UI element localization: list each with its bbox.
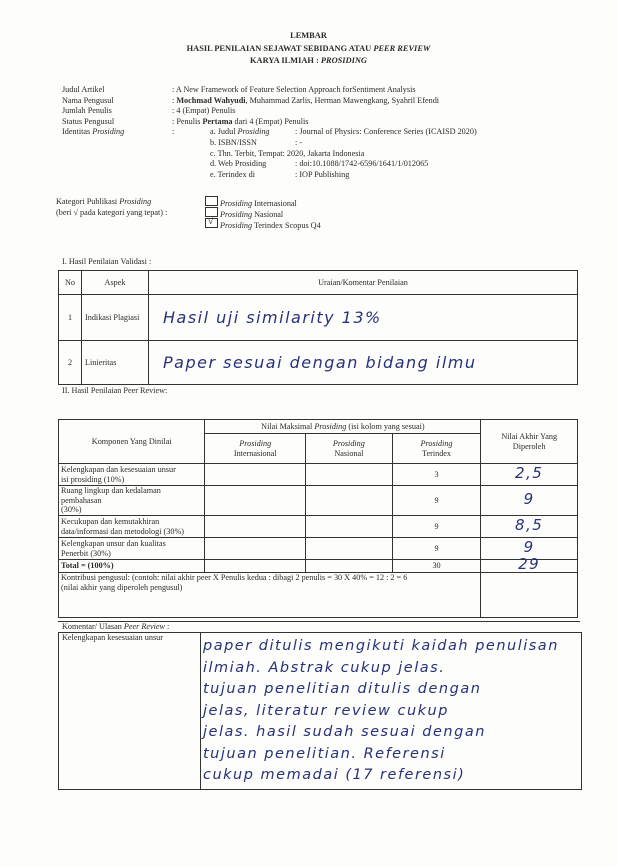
label-identitas bbox=[62, 127, 124, 138]
title-line2-text: HASIL PENILAIAN SEJAWAT SEBIDANG ATAU bbox=[186, 44, 374, 53]
review-line: tujuan penelitian. Referensi bbox=[203, 745, 446, 762]
table-row bbox=[59, 295, 578, 341]
handwritten-score: 9 bbox=[523, 489, 535, 508]
value-nama-bold: Mochmad Wahyudi bbox=[176, 95, 246, 105]
total-max: 30 bbox=[392, 560, 481, 573]
cell-internasional bbox=[205, 560, 306, 573]
cell-internasional bbox=[205, 538, 306, 560]
sub-b-label: b. ISBN/ISSN bbox=[210, 137, 257, 147]
cell-final bbox=[481, 486, 578, 516]
komentar-label-italic: Peer Review bbox=[123, 622, 165, 631]
value-jumlah: : 4 (Empat) Penulis bbox=[172, 106, 236, 115]
komentar-label-text: Komentar/ Ulasan bbox=[62, 622, 124, 631]
komentar-label bbox=[62, 622, 169, 631]
cell-internasional bbox=[205, 516, 306, 538]
col-nasional bbox=[306, 434, 393, 464]
col-no: No bbox=[59, 271, 82, 295]
value-status-bold: Pertama bbox=[202, 116, 233, 126]
handwritten-review bbox=[201, 633, 581, 787]
check-mark-icon: √ bbox=[208, 216, 214, 227]
review-line: jelas, literatur review cukup bbox=[203, 702, 449, 719]
ter-line1: Prosiding bbox=[420, 439, 453, 448]
cell-nasional bbox=[306, 464, 393, 486]
option-scopus-italic: Prosiding bbox=[220, 221, 253, 230]
review-line: tujuan penelitian ditulis dengan bbox=[203, 681, 482, 697]
title-lembar: LEMBAR bbox=[290, 31, 327, 40]
komponen-l2: data/informasi dan metodologi (30%) bbox=[61, 526, 185, 536]
nas-line2: Nasional bbox=[334, 448, 364, 458]
option-scopus-rest: Terindex Scopus Q4 bbox=[252, 221, 321, 230]
value-nama-prefix: : bbox=[172, 95, 177, 105]
row-comment bbox=[149, 295, 578, 341]
kontribusi-line2: (nilai akhir yang diperoleh pengusul) bbox=[61, 582, 183, 592]
cell-nasional bbox=[306, 538, 393, 560]
kontribusi-line1: Kontribusi pengusul: (contoh: nilai akhir peer X Penulis kedua : dibagi 2 penulis = 30 X 40% = 12 : 2 = 6 bbox=[61, 573, 408, 582]
col-nilai-max bbox=[205, 420, 481, 434]
title-line3-text: KARYA ILMIAH : bbox=[250, 56, 321, 65]
nilai-akhir-line1: Nilai Akhir Yang bbox=[501, 432, 558, 441]
handwritten-comment: Paper sesuai dengan bidang ilmu bbox=[163, 353, 477, 372]
kontribusi-cell bbox=[59, 573, 481, 618]
total-row bbox=[59, 560, 578, 573]
title-line2-italic: PEER REVIEW bbox=[373, 44, 431, 53]
row-aspek: Indikasi Plagiasi bbox=[82, 295, 149, 341]
col-terindex bbox=[392, 434, 481, 464]
value-status-prefix: : Penulis bbox=[172, 116, 203, 126]
label-identitas-italic: Prosiding bbox=[92, 127, 125, 136]
komponen-cell bbox=[59, 486, 205, 516]
sub-d-value: : doi:10.1088/1742-6596/1641/1/012065 bbox=[295, 159, 429, 169]
title-line3-italic: PROSIDING bbox=[320, 56, 367, 65]
table-row bbox=[59, 486, 578, 516]
option-internasional-rest: Internasional bbox=[252, 199, 297, 208]
review-line: cukup memadai (17 referensi) bbox=[203, 767, 466, 783]
int-line1: Prosiding bbox=[239, 439, 272, 448]
kategori-option-nasional[interactable] bbox=[205, 207, 321, 218]
nilai-max-italic: Prosiding bbox=[314, 421, 347, 431]
komponen-l1: Kelengkapan dan kesesuaian unsur bbox=[61, 465, 176, 474]
komponen-cell bbox=[59, 464, 205, 486]
kategori-option-internasional[interactable] bbox=[205, 196, 321, 207]
sub-e-value: : IOP Publishing bbox=[295, 170, 350, 180]
cell-terindex: 3 bbox=[392, 464, 481, 486]
kontribusi-final bbox=[481, 573, 578, 618]
komponen-l2: isi prosiding (10%) bbox=[61, 474, 125, 484]
kategori-title bbox=[56, 197, 167, 208]
sub-c: c. Thn. Terbit, Tempat: 2020, Jakarta Indonesia bbox=[210, 148, 365, 158]
row-no: 1 bbox=[59, 295, 82, 341]
table-row bbox=[59, 341, 578, 385]
validasi-header-row bbox=[59, 271, 578, 295]
cell-nasional bbox=[306, 560, 393, 573]
kategori-option-scopus[interactable] bbox=[205, 218, 321, 229]
value-status bbox=[172, 117, 439, 128]
cell-nasional bbox=[306, 486, 393, 516]
kategori-label bbox=[56, 197, 167, 218]
table-row bbox=[59, 464, 578, 486]
cell-nasional bbox=[306, 516, 393, 538]
table-row bbox=[59, 538, 578, 560]
title-line3 bbox=[0, 56, 617, 66]
komponen-l3: (30%) bbox=[61, 505, 82, 515]
komponen-l2: pembahasan bbox=[61, 495, 102, 505]
label-judul: Judul Artikel bbox=[62, 85, 105, 94]
checkbox-internasional[interactable] bbox=[205, 196, 218, 206]
row-aspek: Linieritas bbox=[82, 341, 149, 385]
total-final bbox=[481, 555, 578, 574]
review-line: ilmiah. Abstrak cukup jelas. bbox=[203, 659, 446, 676]
cell-final bbox=[481, 464, 578, 486]
komponen-l1: Ruang lingkup dan kedalaman bbox=[61, 486, 161, 496]
review-line: paper ditulis mengikuti kaidah penulisan bbox=[203, 638, 559, 654]
komponen-l1: Kelengkapan unsur dan kualitas bbox=[61, 539, 166, 548]
kategori-title-text: Kategori Publikasi bbox=[56, 197, 120, 206]
nilai-max-text: Nilai Maksimal bbox=[261, 421, 315, 431]
handwritten-score: 8,5 bbox=[515, 515, 544, 534]
sub-a-label-text: a. Judul bbox=[210, 127, 238, 136]
option-nasional-italic: Prosiding bbox=[220, 210, 253, 219]
nas-line1: Prosiding bbox=[332, 439, 365, 448]
handwritten-total: 29 bbox=[518, 555, 541, 574]
label-identitas-text: Identitas bbox=[62, 127, 93, 136]
peer-header-row bbox=[59, 420, 578, 434]
handwritten-comment: Hasil uji similarity 13% bbox=[163, 308, 382, 327]
komentar-row-label: Kelengkapan kesesuaian unsur bbox=[62, 633, 163, 642]
review-line: jelas. hasil sudah sesuai dengan bbox=[203, 724, 486, 740]
title-line2 bbox=[0, 44, 617, 54]
handwritten-score: 2,5 bbox=[515, 463, 544, 482]
col-uraian: Uraian/Komentar Penilaian bbox=[149, 271, 578, 295]
value-judul: : A New Framework of Feature Selection Approach forSentiment Analysis bbox=[172, 85, 416, 94]
section1-title: I. Hasil Penilaian Validasi : bbox=[62, 257, 152, 266]
value-identitas-colon: : bbox=[172, 127, 175, 136]
label-jumlah: Jumlah Penulis bbox=[62, 106, 112, 115]
cell-terindex: 9 bbox=[392, 486, 481, 516]
option-nasional-rest: Nasional bbox=[252, 210, 284, 219]
row-comment bbox=[149, 341, 578, 385]
komentar-label-rest: : bbox=[165, 622, 170, 631]
total-label: Total = (100%) bbox=[59, 560, 205, 573]
komponen-l1: Kecukupan dan kemutakhiran bbox=[61, 517, 160, 526]
int-line2: Internasional bbox=[233, 448, 277, 458]
col-internasional bbox=[205, 434, 306, 464]
value-status-rest: dari 4 (Empat) Penulis bbox=[232, 116, 309, 126]
identity-sub-values bbox=[295, 127, 477, 181]
cell-terindex: 9 bbox=[392, 538, 481, 560]
kategori-options bbox=[205, 196, 321, 229]
kategori-note: (beri √ pada kategori yang tepat) : bbox=[56, 207, 168, 217]
komentar-label-cell bbox=[58, 632, 201, 790]
validasi-table bbox=[58, 270, 578, 385]
table-row bbox=[59, 516, 578, 538]
sub-b-value: : - bbox=[295, 137, 303, 147]
kategori-title-italic: Prosiding bbox=[119, 197, 152, 206]
option-internasional-italic: Prosiding bbox=[220, 199, 253, 208]
label-nama: Nama Pengusul bbox=[62, 95, 114, 105]
col-komponen: Komponen Yang Dinilai bbox=[59, 420, 205, 464]
nilai-max-rest: (isi kolom yang sesuai) bbox=[346, 421, 425, 431]
komponen-cell bbox=[59, 516, 205, 538]
sub-d-label: d. Web Prosiding bbox=[210, 159, 267, 169]
ter-line2: Terindex bbox=[422, 448, 452, 458]
value-nama bbox=[172, 96, 439, 107]
komponen-l2: Penerbit (30%) bbox=[61, 548, 111, 558]
col-aspek: Aspek bbox=[82, 271, 149, 295]
sub-a-label-italic: Prosiding bbox=[237, 127, 270, 136]
cell-internasional bbox=[205, 464, 306, 486]
col-nilai-akhir bbox=[481, 420, 578, 464]
handwritten-score: 9 bbox=[523, 537, 535, 556]
cell-final bbox=[481, 516, 578, 538]
komponen-cell bbox=[59, 538, 205, 560]
peer-review-table bbox=[58, 419, 578, 618]
label-status: Status Pengusul bbox=[62, 116, 115, 126]
cell-terindex: 9 bbox=[392, 516, 481, 538]
checkbox-scopus[interactable] bbox=[205, 218, 218, 228]
komentar-content-cell bbox=[200, 632, 582, 790]
cell-internasional bbox=[205, 486, 306, 516]
row-no: 2 bbox=[59, 341, 82, 385]
value-nama-rest: , Muhammad Zarlis, Herman Mawengkang, Syahril Efendi bbox=[245, 95, 440, 105]
identity-labels bbox=[62, 85, 124, 138]
section2-title: II. Hasil Penilaian Peer Review: bbox=[62, 386, 168, 395]
kontribusi-row bbox=[59, 573, 578, 618]
sub-a-value: : Journal of Physics: Conference Series (ICAISD 2020) bbox=[295, 127, 477, 136]
nilai-akhir-line2: Diperoleh bbox=[512, 441, 546, 451]
sub-e-label: e. Terindex di bbox=[210, 170, 255, 180]
